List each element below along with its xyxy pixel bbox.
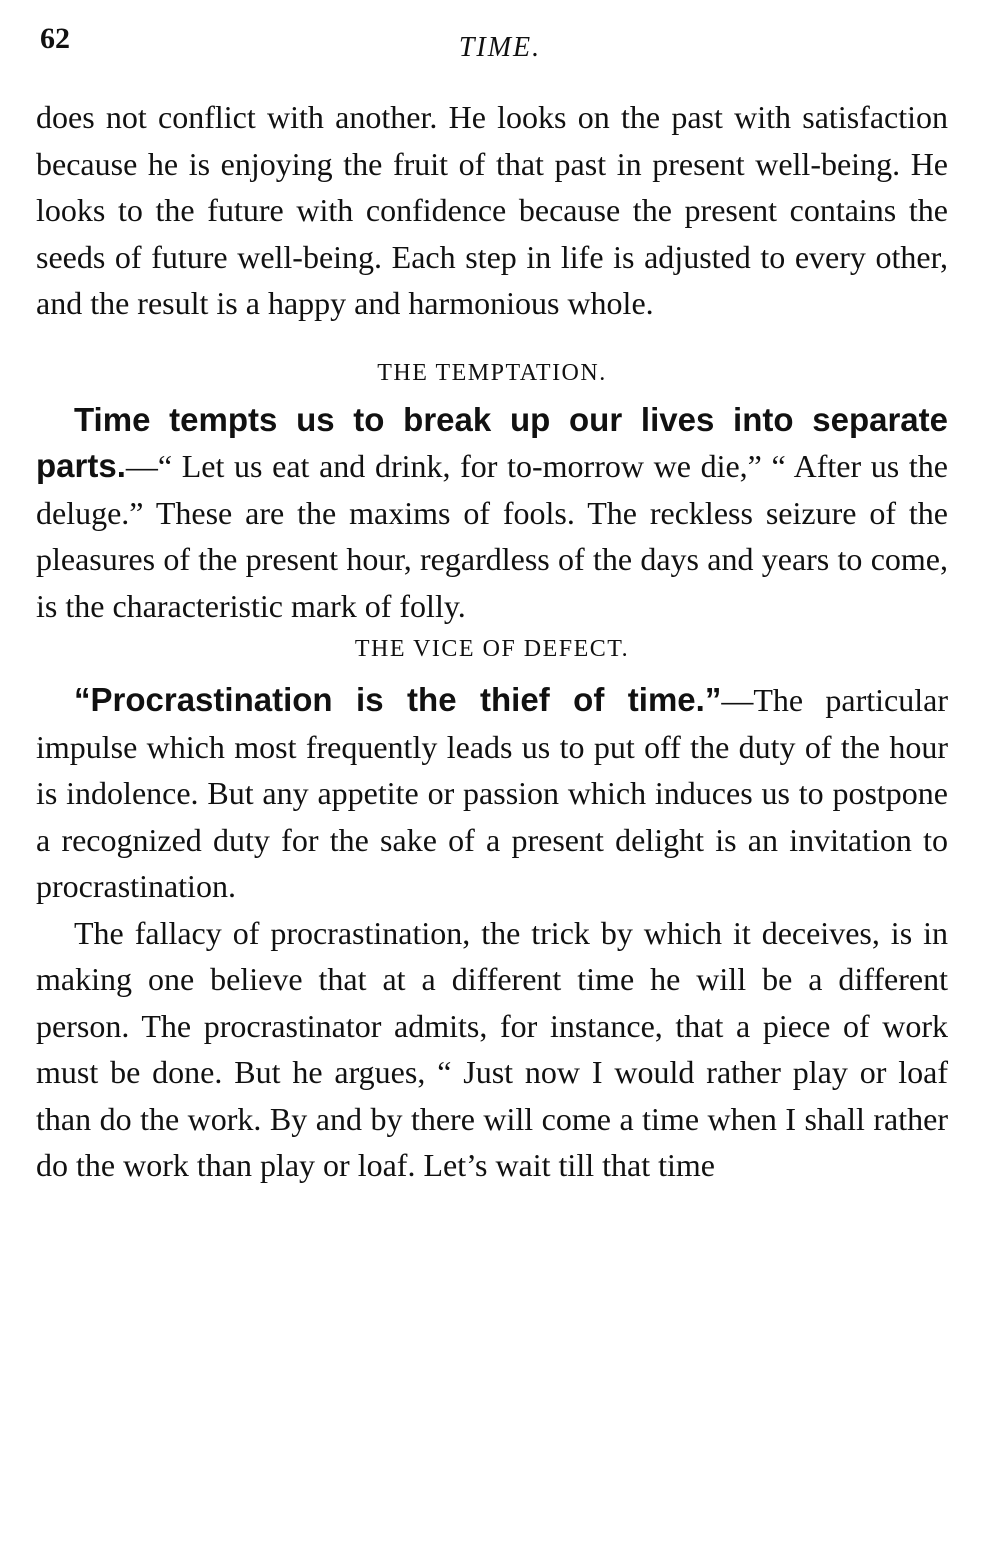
paragraph-temptation <box>36 397 948 630</box>
section-heading-temptation: THE TEMPTATION. <box>377 359 607 386</box>
paragraph-body-temptation: —“ Let us eat and drink, for to-morrow we die,” “ After us the deluge.” These are the maxims of fools. The reckless seizure of the pleasures of the present hour, regardless of the days and years to come, is the characteristic mark of folly. <box>36 448 948 624</box>
paragraph-lead-procrastination: “Procrastination is the thief of time.” <box>74 681 722 718</box>
body-text <box>36 94 948 1189</box>
section-heading-vice-of-defect: THE VICE OF DEFECT. <box>354 636 630 662</box>
page-number: 62 <box>40 22 70 55</box>
paragraph-lead-temptation: Time tempts us to break up our lives into separate parts. <box>36 400 948 484</box>
running-head: TIME. <box>458 32 542 63</box>
paragraph-body-procrastination: —The particular impulse which most frequently leads us to put off the duty of the hour is indolence. But any appetite or passion which induces us to postpone a recognized duty for the sake of a present delight is an invitation to procrastination. <box>36 682 949 904</box>
paragraph-fallacy: The fallacy of procrastination, the trick by which it deceives, is in making one believe that at a different time he will be a different person. The procrastinator admits, for instance, that a piece of work must be done. But he argues, “ Just now I would rather play or loaf than do the work. By and by there will come a time when I shall rather do the work than play or loaf. Let’s wait till that time <box>36 914 948 1183</box>
paragraph-procrastination <box>36 677 948 910</box>
paragraph-continuation: does not conflict with another. He looks on the past with satisfaction because he is enjoying the fruit of that past in present well-being. He looks to the future with confidence because the present contains the seeds of future well-being. Each step in life is adjusted to every other, and the result is a happy and harmonious whole. <box>36 99 948 321</box>
